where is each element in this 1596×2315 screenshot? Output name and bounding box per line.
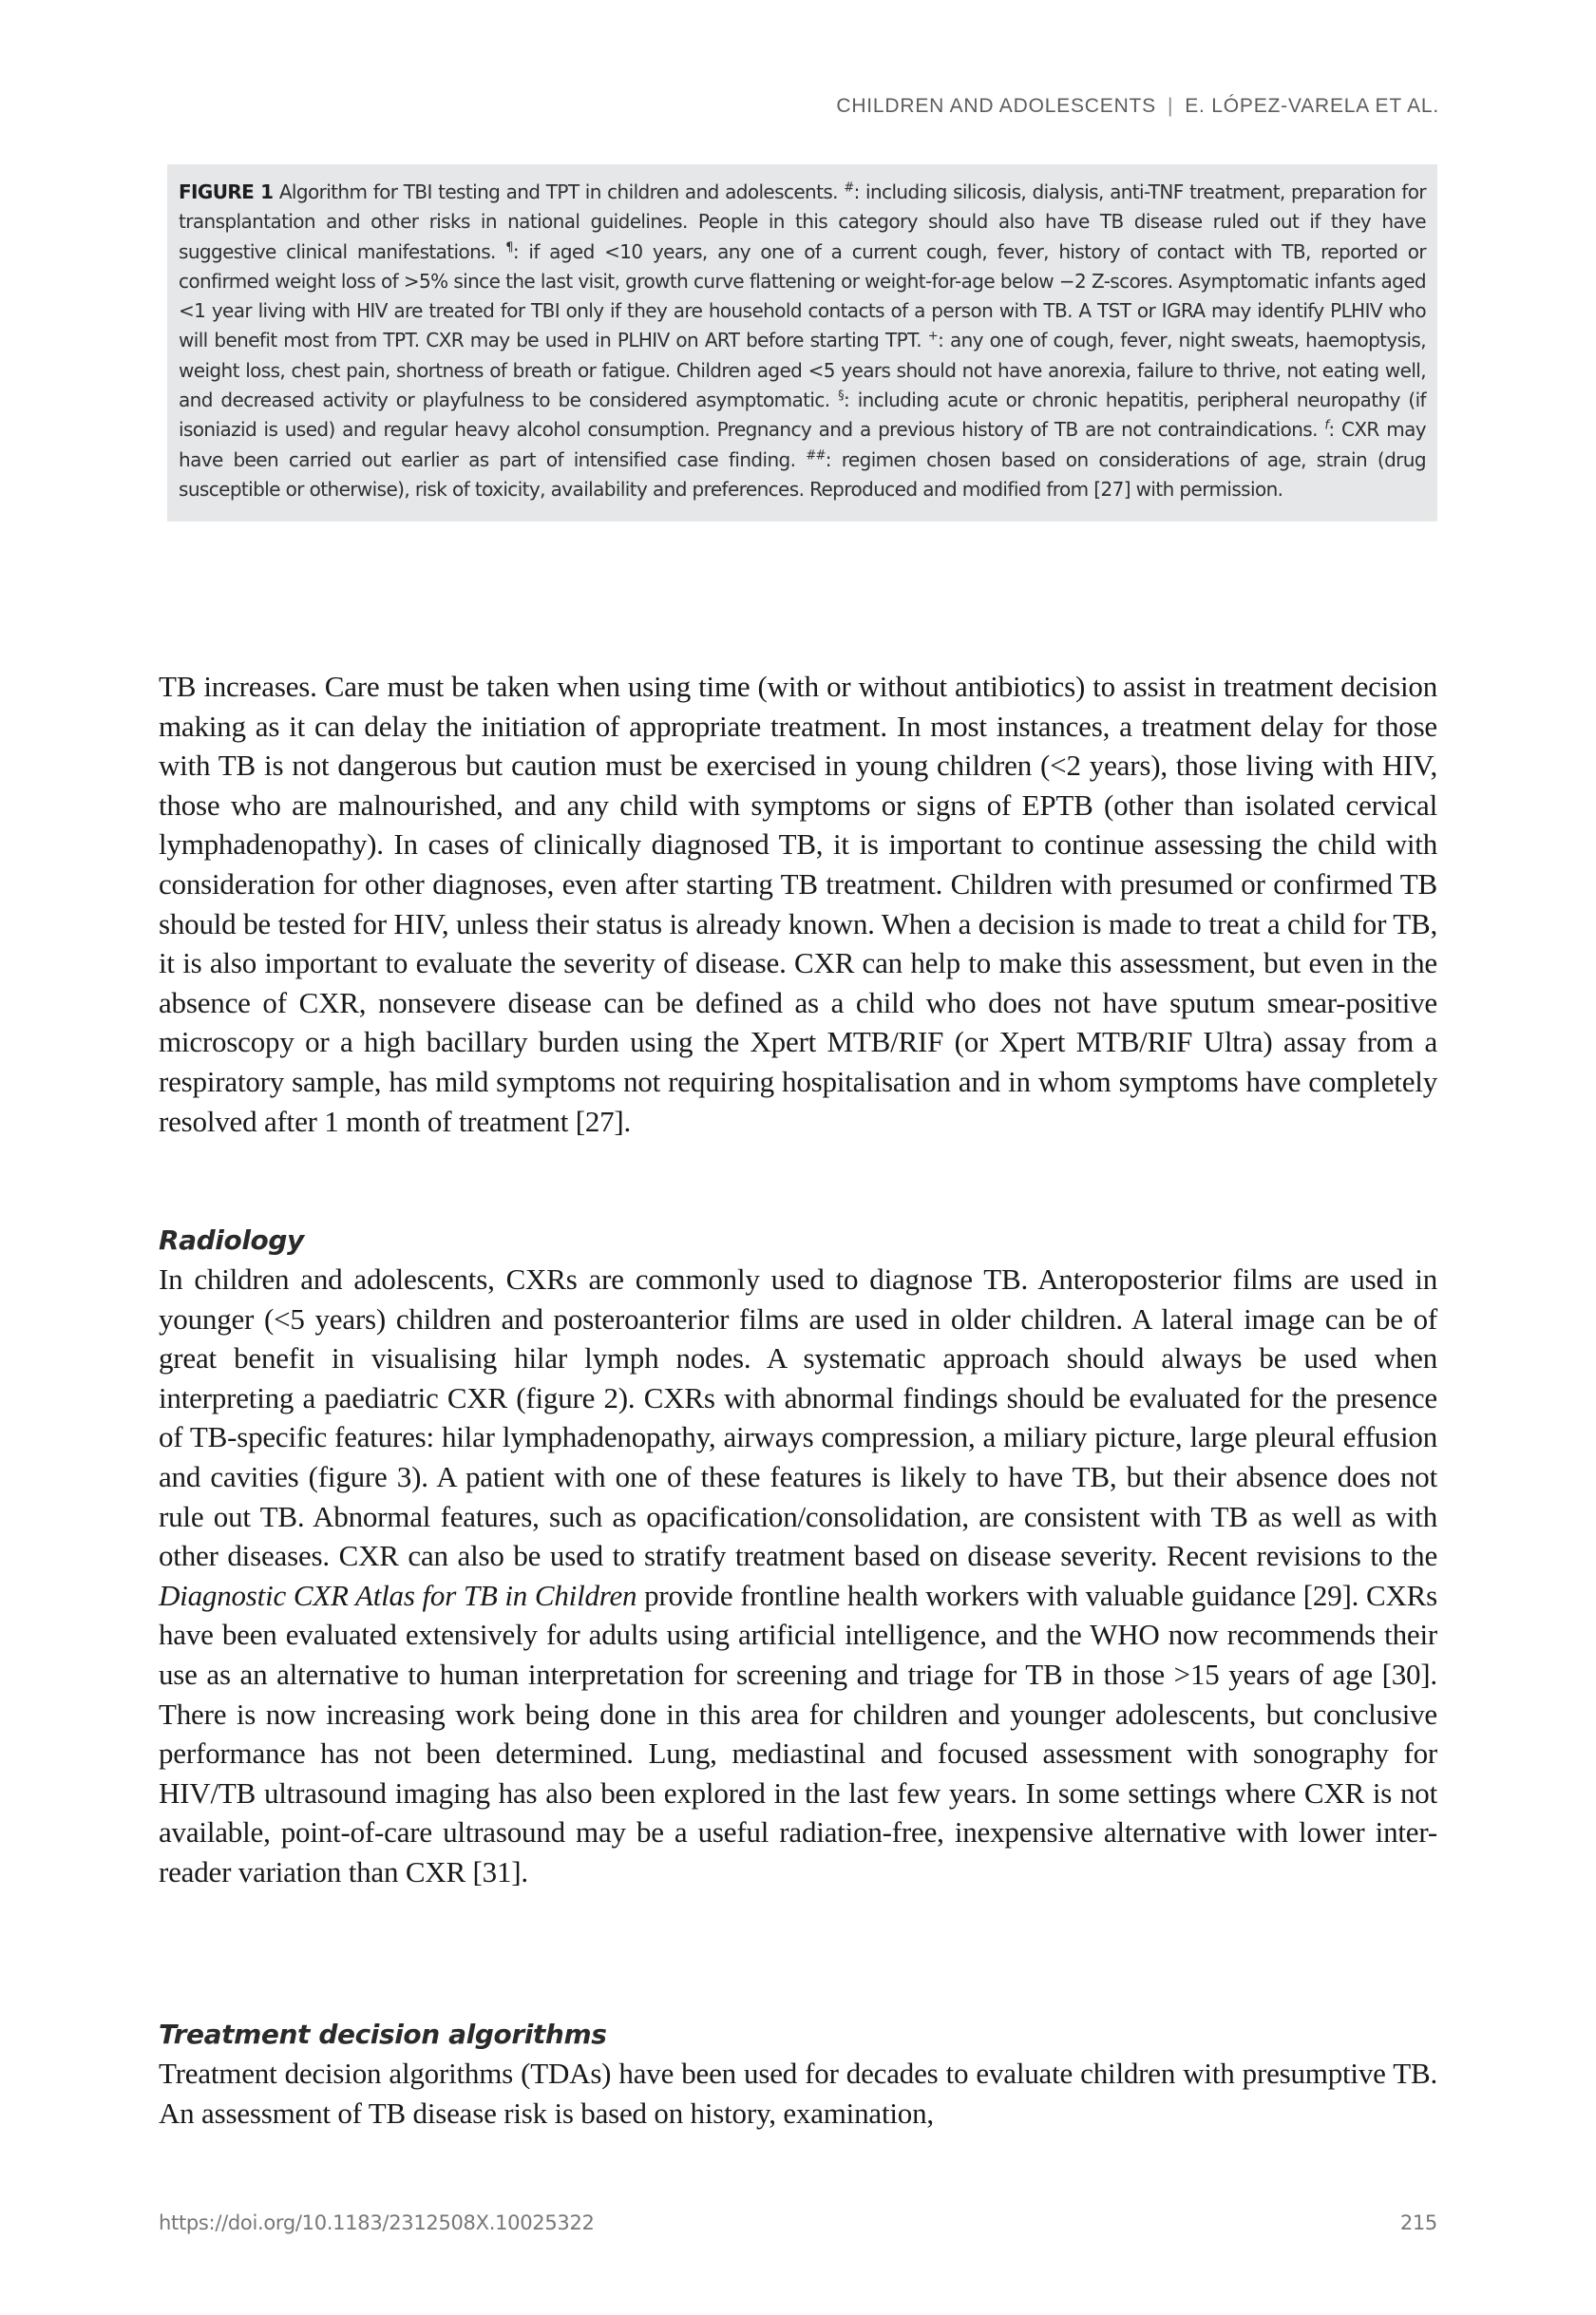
radiology-text-2: provide frontline health workers with valuable guidance [29]. CXRs have been evaluated extensively for adults using artificial intelligence, and the WHO now recommends their use as an alternative to human interpretation for screening and triage for TB in those >15 years of age [30]. There is now increasing work being done in this area for children and younger adolescents, but conclusive performance has not been determined. Lung, mediastinal and focused assessment with sonography for HIV/TB ultrasound imaging has also been explored in the last few years. In some settings where CXR is not available, point-of-care ultrasound may be a useful radiation-free, inexpensive alternative with lower inter-reader variation than CXR [31].: [159, 1578, 1437, 1888]
running-head-separator: |: [1167, 95, 1174, 117]
page-number: 215: [1399, 2211, 1437, 2234]
section-radiology: [159, 1222, 1437, 1892]
doi-link[interactable]: https://doi.org/10.1183/2312508X.10025322: [159, 2211, 595, 2234]
caption-text-3: : if aged <10 years, any one of a current cough, fever, history of contact with TB, reported or confirmed weight loss of >5% since the last visit, growth curve flattening or weight-for-age below −2 Z-scores. Asymptomatic infants aged <1 year living with HIV are treated for TBI only if they are household contacts of a person with TB. A TST or IGRA may identify PLHIV who will benefit most from TPT. CXR may be used in PLHIV on ART before starting TPT.: [179, 239, 1427, 352]
section-heading-tda: Treatment decision algorithms: [159, 2019, 607, 2050]
footnote-symbol-plus: +: [927, 329, 939, 344]
paragraph-text: TB increases. Care must be taken when using time (with or without antibiotics) to assist in treatment decision making as it can delay the initiation of appropriate treatment. In most instances, a treatment delay for those with TB is not dangerous but caution must be exercised in young children (<2 years), those living with HIV, those who are malnourished, and any child with symptoms or signs of EPTB (other than isolated cervical lymphadenopathy). In cases of clinically diagnosed TB, it is important to continue assessing the child with consideration for other diagnoses, even after starting TB treatment. Children with presumed or confirmed TB should be tested for HIV, unless their status is already known. When a decision is made to treat a child for TB, it is also important to evaluate the severity of disease. CXR can help to make this assessment, but even in the absence of CXR, nonsevere disease can be defined as a child who does not have sputum smear-positive microscopy or a high bacillary burden using the Xpert MTB/RIF (or Xpert MTB/RIF Ultra) assay from a respiratory sample, has mild symptoms not requiring hospitalisation and in whom symptoms have completely resolved after 1 month of treatment [27].: [159, 670, 1437, 1138]
tda-paragraph: Treatment decision algorithms (TDAs) have been used for decades to evaluate children with presumptive TB. An assessment of TB disease risk is based on history, examination,: [159, 2057, 1437, 2130]
atlas-title: Diagnostic CXR Atlas for TB in Children: [159, 1578, 637, 1612]
caption-text-4: : any one of cough, fever, night sweats, haemoptysis, weight loss, chest pain, shortness of breath or fatigue. Children aged <5 years should not have anorexia, failure to thrive, not eating well, and decreased activity or playfulness to be considered asymptomatic.: [179, 329, 1427, 412]
footnote-symbol-section: §: [838, 389, 845, 404]
running-head-authors: E. LÓPEZ-VARELA ET AL.: [1185, 95, 1439, 117]
figure-caption: [167, 164, 1437, 522]
running-head-section: CHILDREN AND ADOLESCENTS: [836, 95, 1156, 117]
section-heading-radiology: Radiology: [159, 1224, 304, 1256]
caption-text-2: : including silicosis, dialysis, anti-TNF treatment, preparation for transplantation and other risks in national guidelines. People in this category should also have TB disease ruled out if they have suggestive clinical manifestations.: [179, 180, 1426, 263]
radiology-paragraph: [159, 1260, 1437, 1892]
footnote-symbol-hash: #: [844, 180, 854, 196]
page-footer: [159, 2211, 1437, 2234]
caption-text-7: : regimen chosen based on considerations of age, strain (drug susceptible or otherwise), risk of toxicity, availability and preferences. Reproduced and modified from [27] with permission.: [179, 447, 1426, 501]
caption-text-5: : including acute or chronic hepatitis, peripheral neuropathy (if isoniazid is used) and regular heavy alcohol consumption. Pregnancy and a previous history of TB are not contraindications.: [179, 389, 1426, 442]
section-treatment-decision-algorithms: [159, 2016, 1437, 2133]
footnote-symbol-f: f: [1324, 418, 1329, 433]
footnote-symbol-pilcrow: ¶: [505, 239, 513, 255]
body-paragraph-continued: [159, 667, 1437, 1141]
footnote-symbol-double-hash: ##: [806, 448, 826, 464]
radiology-text-1: In children and adolescents, CXRs are commonly used to diagnose TB. Anteroposterior films are used in younger (<5 years) children and posteroanterior films are used in older children. A lateral image can be of great benefit in visualising hilar lymph nodes. A systematic approach should always be used when interpreting a paediatric CXR (figure 2). CXRs with abnormal findings should be evaluated for the presence of TB-specific features: hilar lymphadenopathy, airways compression, a miliary picture, large pleural effusion and cavities (figure 3). A patient with one of these features is likely to have TB, but their absence does not rule out TB. Abnormal features, such as opacification/consolidation, are consistent with TB as well as with other diseases. CXR can also be used to stratify treatment based on disease severity. Recent revisions to the: [159, 1262, 1437, 1573]
caption-text-1: Algorithm for TBI testing and TPT in children and adolescents.: [273, 180, 845, 203]
caption-text-6: : CXR may have been carried out earlier as part of intensified case finding.: [179, 418, 1426, 471]
running-head: [836, 95, 1439, 118]
figure-label: FIGURE 1: [179, 180, 274, 203]
